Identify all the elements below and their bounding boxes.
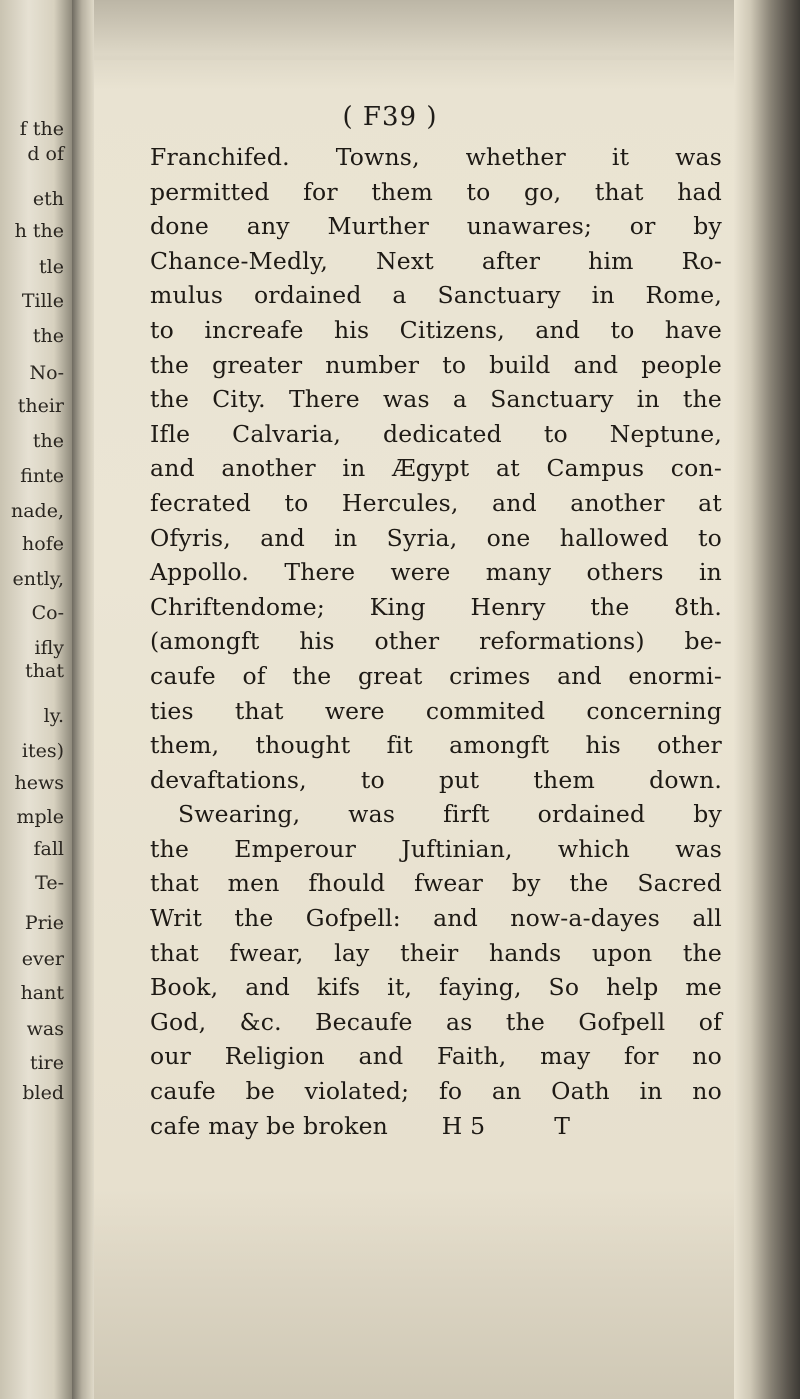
right-page-edge (734, 0, 800, 1399)
left-page-fragment: was (26, 1018, 64, 1040)
page-top-shadow (94, 0, 734, 90)
left-page-fragment: hews (14, 772, 64, 794)
text-line: caufe be violated; fo an Oath in no (150, 1077, 722, 1106)
left-page-fragment: the (32, 325, 64, 347)
text-line: them, thought fit amongft his other (150, 731, 722, 760)
left-page-edge (0, 0, 72, 1399)
text-line: done any Murther unawares; or by (150, 212, 722, 241)
left-page-fragment: finte (20, 465, 64, 487)
left-page-fragment: ever (21, 948, 64, 970)
text-line: Swearing, was firft ordained by (178, 800, 722, 829)
left-page-fragment: Co- (31, 602, 64, 624)
text-line: Ifle Calvaria, dedicated to Neptune, (150, 419, 722, 448)
text-line: (amongft his other reformations) be- (150, 627, 722, 656)
text-line: the City. There was a Sanctuary in the (150, 385, 722, 414)
left-page-fragment: d of (27, 143, 64, 165)
left-page-fragment: eth (32, 188, 64, 210)
text-line: that men fhould fwear by the Sacred (150, 869, 722, 898)
text-line: the Emperour Juftinian, which was (150, 834, 722, 863)
text-line: Book, and kifs it, faying, So help me (150, 973, 722, 1002)
text-line: and another in Ægypt at Campus con- (150, 454, 722, 483)
left-page-fragment: h the (14, 220, 64, 242)
text-line: Appollo. There were many others in (150, 558, 722, 587)
left-page-fragment: hant (20, 982, 64, 1004)
left-page-fragment: that (25, 660, 64, 682)
text-line: our Religion and Faith, may for no (150, 1042, 722, 1071)
left-page-fragment: bled (22, 1082, 64, 1104)
left-page-fragment: Te- (35, 872, 64, 894)
left-page-fragment: tle (39, 256, 64, 278)
text-line: Writ the Gofpell: and now-a-dayes all (150, 904, 722, 933)
text-line: Chriftendome; King Henry the 8th. (150, 592, 722, 621)
text-line: mulus ordained a Sanctuary in Rome, (150, 281, 722, 310)
left-page-fragment: ifly (34, 637, 64, 659)
body-text (150, 140, 722, 1143)
text-line: ties that were commited concerning (150, 696, 722, 725)
left-page-fragment: hofe (22, 533, 64, 555)
left-page-fragment: the (32, 430, 64, 452)
text-line: Franchifed. Towns, whether it was (150, 143, 722, 171)
page-bottom-shadow (94, 1190, 734, 1399)
text-line: that fwear, lay their hands upon the (150, 938, 722, 967)
left-page-fragment: mple (16, 806, 64, 828)
left-page-fragment: tire (29, 1052, 64, 1074)
text-line: Ofyris, and in Syria, one hallowed to (150, 523, 722, 552)
text-line: caufe of the great crimes and enormi- (150, 661, 722, 690)
left-page-fragment: nade, (10, 500, 64, 522)
catchword-line: cafe may be broken H 5 T (150, 1111, 571, 1140)
text-line: God, &c. Becaufe as the Gofpell of (150, 1007, 722, 1036)
left-page-fragment: No- (29, 362, 64, 384)
left-page-fragment: Prie (24, 912, 64, 934)
text-line: fecrated to Hercules, and another at (150, 488, 722, 517)
text-line: the greater number to build and people (150, 350, 722, 379)
text-line: to increafe his Citizens, and to have (150, 315, 722, 344)
left-page-fragment: ently, (12, 568, 64, 590)
book-gutter (72, 0, 94, 1399)
left-page-fragment: ites) (21, 740, 64, 762)
text-line: Chance-Medly, Next after him Ro- (150, 246, 722, 275)
left-page-fragment: their (17, 395, 64, 417)
left-page-fragment: ly. (43, 705, 64, 727)
left-page-fragment: Tille (21, 290, 64, 312)
page-number: ( F39 ) (342, 102, 438, 132)
left-page-fragment: fall (33, 838, 64, 860)
left-page-fragment: f the (19, 118, 64, 140)
text-line: devaftations, to put them down. (150, 765, 722, 794)
text-line: permitted for them to go, that had (150, 177, 722, 206)
